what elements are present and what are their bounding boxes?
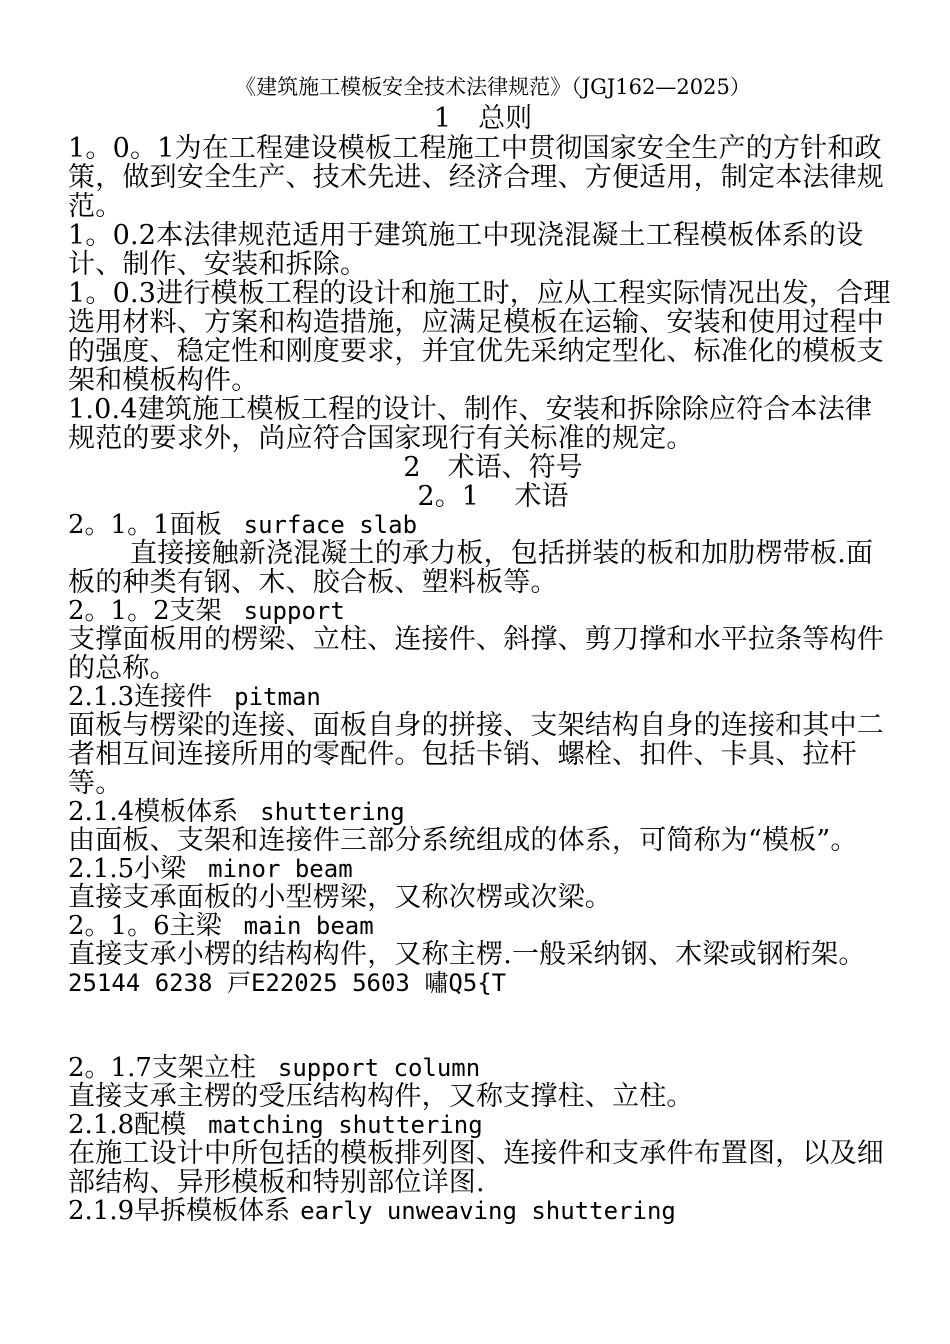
term-definition: 面板与楞梁的连接、面板自身的拼接、支架结构自身的连接和其中二者相互间连接所用的零配件。包括卡销、螺栓、扣件、卡具、拉杆等。 [68, 710, 884, 799]
garbled-text-line: 25144 6238 戸E22025 5603 嘯Q5{T [68, 969, 507, 997]
clause-1-0-3: 1。0.3进行模板工程的设计和施工时，应从工程实际情况出发，合理选用材料、方案和构造措施，应满足模板在运输、安装和使用过程中的强度、稳定性和刚度要求，并宜优先采纳定型化、标准化的模板支架和模板构件。 [68, 278, 891, 396]
term-heading [68, 912, 898, 940]
term-number: 2.1.4模板体系 [68, 797, 239, 827]
term-definition: 在施工设计中所包括的模板排列图、连接件和支承件布置图，以及细部结构、异形模板和特别部位详图. [68, 1138, 884, 1198]
term-english: early unweaving shuttering [300, 1197, 676, 1225]
term-number: 2.1.8配模 [68, 1110, 187, 1140]
term-heading [68, 511, 898, 539]
clause-1-0-4: 1.0.4建筑施工模板工程的设计、制作、安装和拆除除应符合本法律规范的要求外，尚应符合国家现行有关标准的规定。 [68, 394, 873, 454]
term-definition: 支撑面板用的楞梁、立柱、连接件、斜撑、剪刀撑和水平拉条等构件的总称。 [68, 624, 884, 684]
section-2-1-heading: 2。1 术语 [417, 481, 569, 512]
term-definition: 直接支承小楞的结构构件，又称主楞.一般采纳钢、木梁或钢桁架。 [68, 939, 866, 970]
blank-gap [68, 998, 898, 1054]
term-english: pitman [234, 683, 321, 711]
term-english: main beam [243, 912, 374, 940]
term-number: 2。1.7支架立柱 [68, 1053, 256, 1083]
term-heading [68, 1197, 898, 1225]
term-english: matching shuttering [208, 1111, 483, 1139]
term-number: 2。1。6主梁 [68, 911, 222, 941]
term-english: shuttering [260, 798, 405, 826]
document-page [68, 72, 898, 1225]
term-number: 2.1.5小梁 [68, 854, 187, 884]
term-number: 2.1.3连接件 [68, 682, 213, 712]
term-heading [68, 1111, 898, 1139]
term-english: surface slab [243, 511, 418, 539]
term-definition: 直接接触新浇混凝土的承力板，包括拼装的板和加肋楞带板.面板的种类有钢、木、胶合板、塑料板等。 [68, 538, 874, 598]
term-number: 2.1.9早拆模板体系 [68, 1196, 291, 1226]
term-number: 2。1。2支架 [68, 596, 222, 626]
term-english: support [243, 597, 345, 625]
term-definition: 直接支承面板的小型楞梁，又称次楞或次梁。 [68, 882, 612, 913]
term-heading [68, 1054, 898, 1082]
term-heading [68, 798, 898, 826]
term-definition: 直接支承主楞的受压结构构件，又称支撑柱、立柱。 [68, 1081, 694, 1112]
clause-1-0-2: 1。0.2本法律规范适用于建筑施工中现浇混凝土工程模板体系的设计、制作、安装和拆除。 [68, 220, 864, 280]
term-heading [68, 597, 898, 625]
term-number: 2。1。1面板 [68, 510, 222, 540]
term-english: support column [277, 1054, 481, 1082]
chapter-1-heading: 1 总则 [433, 103, 533, 134]
chapter-2-heading: 2 术语、符号 [403, 452, 583, 483]
term-heading [68, 855, 898, 883]
term-definition: 由面板、支架和连接件三部分系统组成的体系，可简称为“模板”。 [68, 825, 858, 856]
clause-1-0-1: 1。0。1为在工程建设模板工程施工中贯彻国家安全生产的方针和政策，做到安全生产、技术先进、经济合理、方便适用，制定本法律规范。 [68, 133, 884, 222]
document-title: 《建筑施工模板安全技术法律规范》（JGJ162—2025） [235, 75, 751, 99]
term-english: minor beam [208, 855, 353, 883]
term-heading [68, 683, 898, 711]
